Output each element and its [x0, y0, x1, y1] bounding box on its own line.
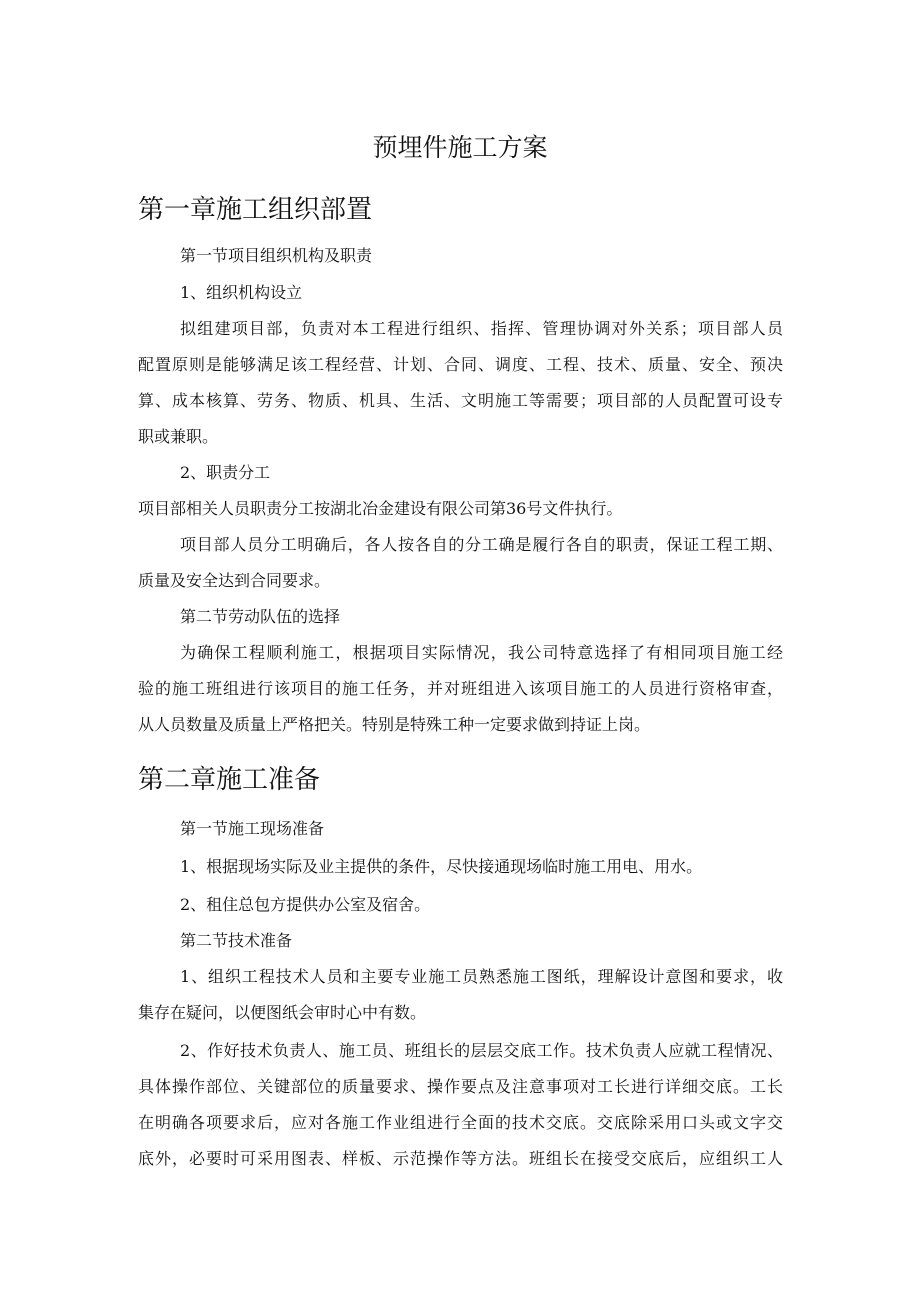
paragraph-line: 配置原则是能够满足该工程经营、计划、合同、调度、工程、技术、质量、安全、预决: [138, 355, 783, 374]
paragraph-line: 从人员数量及质量上严格把关。特别是特殊工种一定要求做到持证上岗。: [138, 715, 651, 734]
paragraph-line: 2、租住总包方提供办公室及宿舍。: [180, 895, 431, 914]
section-heading: 第二节劳动队伍的选择: [180, 607, 341, 626]
document-title: 预埋件施工方案: [372, 133, 548, 162]
paragraph-line: 集存在疑问，以便图纸会审时心中有数。: [138, 1003, 427, 1022]
item-heading: 1、组织机构设立: [180, 283, 303, 302]
paragraph-line: 项目部人员分工明确后，各人按各自的分工确是履行各自的职责，保证工程工期、: [180, 535, 783, 554]
paragraph-line: 在明确各项要求后，应对各施工作业组进行全面的技术交底。交底除采用口头或文字交: [138, 1113, 783, 1132]
chapter-1-heading: 第一章施工组织部置: [138, 195, 373, 225]
paragraph-line: 为确保工程顺利施工，根据项目实际情况，我公司特意选择了有相同项目施工经: [180, 643, 783, 662]
section-heading: 第一节施工现场准备: [180, 819, 325, 838]
section-heading: 第二节技术准备: [180, 931, 293, 950]
paragraph-line: 拟组建项目部，负责对本工程进行组织、指挥、管理协调对外关系；项目部人员: [180, 319, 783, 338]
section-heading: 第一节项目组织机构及职责: [180, 246, 373, 265]
chapter-2-heading: 第二章施工准备: [138, 765, 321, 795]
paragraph-line: 项目部相关人员职责分工按湖北冶金建设有限公司第36号文件执行。: [138, 499, 623, 518]
paragraph-line: 具体操作部位、关键部位的质量要求、操作要点及注意事项对工长进行详细交底。工长: [138, 1077, 783, 1096]
item-heading: 2、职责分工: [180, 463, 271, 482]
paragraph-line: 验的施工班组进行该项目的施工任务，并对班组进入该项目施工的人员进行资格审查，: [138, 679, 783, 698]
paragraph-line: 2、作好技术负责人、施工员、班组长的层层交底工作。技术负责人应就工程情况、: [180, 1041, 783, 1060]
paragraph-line: 1、根据现场实际及业主提供的条件，尽快接通现场临时施工用电、用水。: [180, 857, 703, 876]
paragraph-line: 算、成本核算、劳务、物质、机具、生活、文明施工等需要；项目部的人员配置可设专: [138, 391, 783, 410]
paragraph-line: 底外，必要时可采用图表、样板、示范操作等方法。班组长在接受交底后，应组织工人: [138, 1149, 783, 1168]
paragraph-line: 职或兼职。: [138, 427, 219, 446]
paragraph-line: 质量及安全达到合同要求。: [138, 571, 331, 590]
paragraph-line: 1、组织工程技术人员和主要专业施工员熟悉施工图纸，理解设计意图和要求，收: [180, 967, 783, 986]
